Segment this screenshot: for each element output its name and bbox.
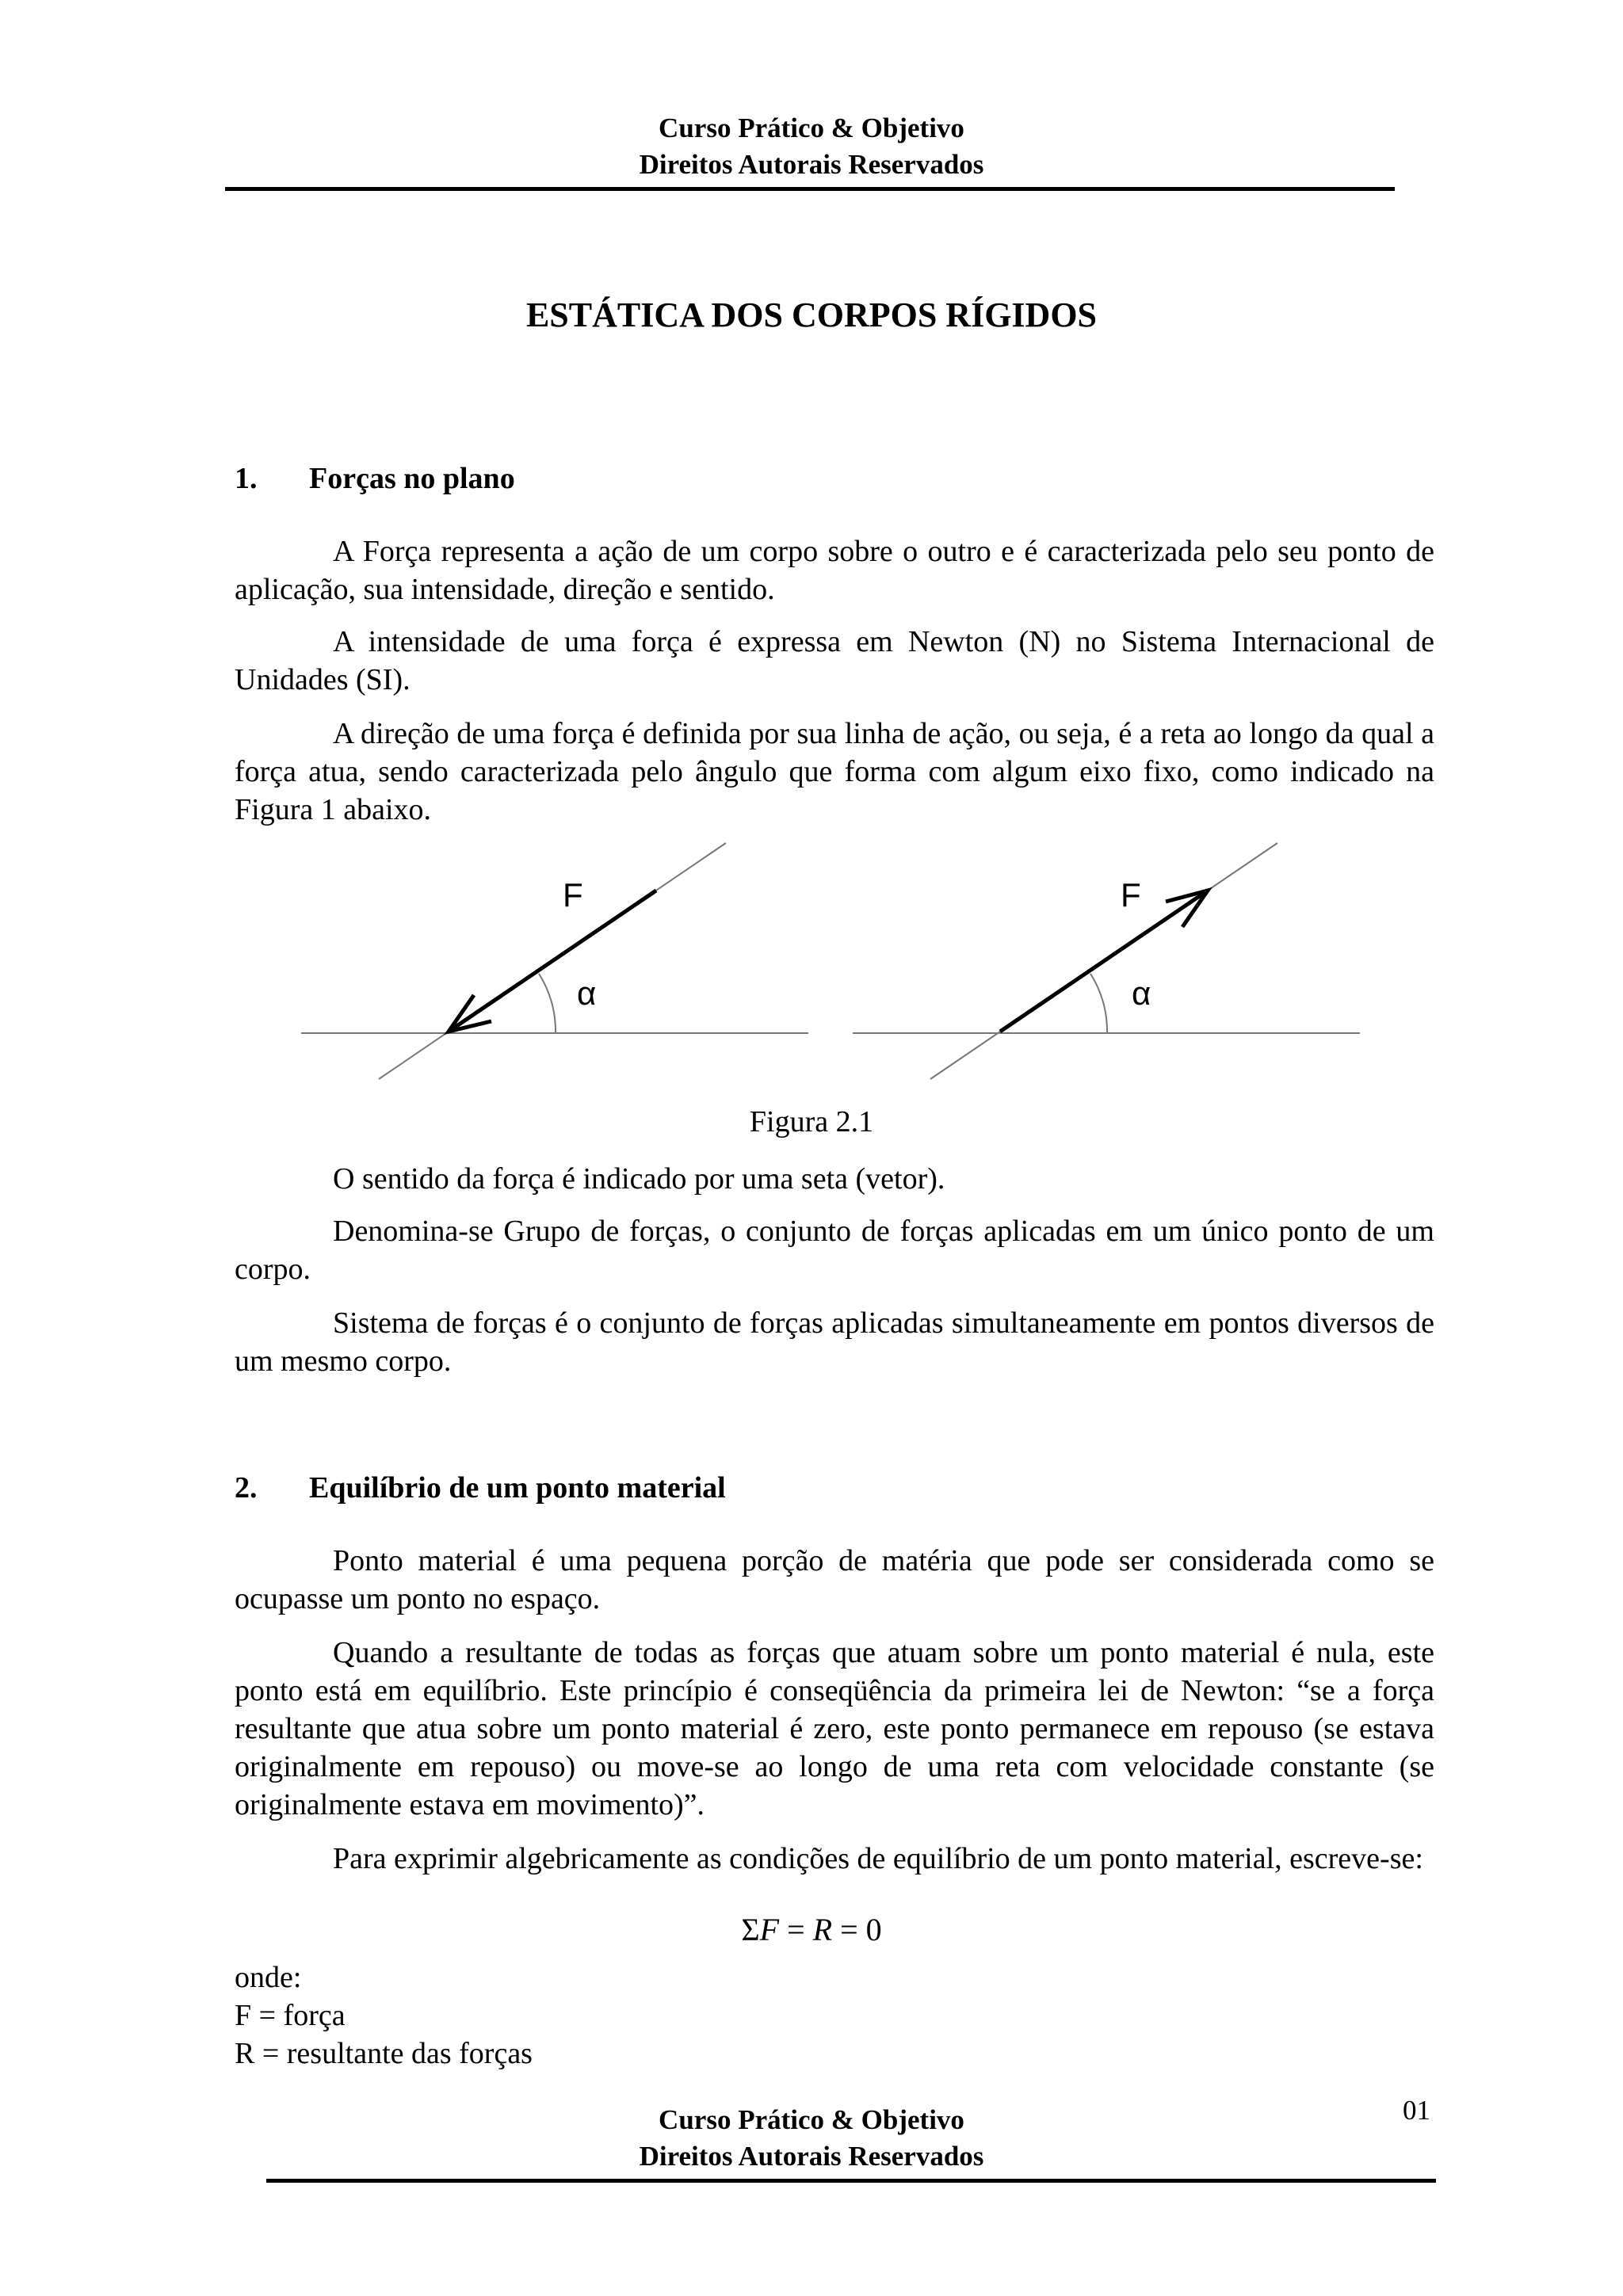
equation-equals-1: =: [779, 1912, 813, 1947]
equation-zero: 0: [865, 1912, 882, 1947]
left-angle-arc: [539, 974, 556, 1033]
section-1-number: 1.: [235, 462, 258, 495]
equation-equals-2: =: [832, 1912, 866, 1947]
section-2-heading: [235, 1469, 726, 1507]
paragraph-force-intensity: A intensidade de uma força é expressa em Newton (N) no Sistema Internacional de Unidades (SI).: [235, 625, 1434, 696]
figure-caption: Figura 2.1: [749, 1105, 874, 1138]
paragraph-material-point: Ponto material é uma pequena porção de matéria que pode ser considerada como se ocupasse um ponto no espaço.: [235, 1544, 1434, 1615]
equation-sigma: Σ: [741, 1912, 760, 1947]
definitions-intro: onde:: [235, 1961, 302, 1994]
header-copyright: Direitos Autorais Reservados: [639, 149, 984, 180]
paragraph-equilibrium-principle: Quando a resultante de todas as forças que atuam sobre um ponto material é nula, este ponto está em equilíbrio. Este princípio é conseqüência da primeira lei de Newton: “se a força resultante que atua sobre um ponto material é zero, este ponto permanece em repouso (se estava originalmente em repouso) ou move-se ao longo de uma reta com velocidade constante (se originalmente estava em movimento)”.: [235, 1636, 1434, 1821]
paragraph-force-system: Sistema de forças é o conjunto de forças aplicadas simultaneamente em pontos diversos de um mesmo corpo.: [235, 1306, 1434, 1378]
section-2-number: 2.: [235, 1471, 258, 1505]
definition-resultant: R = resultante das forças: [235, 2037, 533, 2070]
footer-copyright: Direitos Autorais Reservados: [639, 2141, 984, 2172]
right-force-vector: [1000, 891, 1208, 1032]
paragraph-force-group: Denomina-se Grupo de forças, o conjunto de forças aplicadas em um único ponto de um corpo.: [235, 1215, 1434, 1286]
equation-r: R: [812, 1912, 833, 1947]
left-force-label: F: [563, 876, 583, 913]
paragraph-equilibrium-conditions: Para exprimir algebricamente as condições de equilíbrio de um ponto material, escreve-se:: [333, 1842, 1423, 1875]
page-title: ESTÁTICA DOS CORPOS RÍGIDOS: [525, 296, 1098, 334]
paragraph-force-sense: O sentido da força é indicado por uma seta (vetor).: [333, 1162, 945, 1196]
definition-force: F = força: [235, 1999, 346, 2032]
figure-left: [301, 843, 808, 1079]
left-force-vector: [449, 891, 656, 1032]
paragraph-force-direction: A direção de uma força é definida por sua linha de ação, ou seja, é a reta ao longo da qual a força atua, sendo caracterizada pelo ângulo que forma com algum eixo fixo, como indicado na Figura 1 abaixo.: [235, 717, 1434, 826]
section-1-title: Forças no plano: [309, 462, 515, 495]
section-2-title: Equilíbrio de um ponto material: [309, 1471, 726, 1505]
figure-right: [853, 843, 1360, 1079]
header-title: Curso Prático & Objetivo: [659, 113, 964, 143]
left-angle-label: α: [577, 974, 597, 1012]
right-angle-label: α: [1132, 974, 1151, 1012]
paragraph-force-definition: A Força representa a ação de um corpo sobre o outro e é caracterizada pelo seu ponto de aplicação, sua intensidade, direção e sentido.: [235, 535, 1434, 606]
footer-rule: [266, 2179, 1436, 2183]
right-force-label: F: [1121, 876, 1141, 913]
right-angle-arc: [1090, 974, 1107, 1033]
footer-title: Curso Prático & Objetivo: [659, 2104, 964, 2135]
equation-f: F: [759, 1912, 780, 1947]
equilibrium-equation: [0, 1911, 1623, 1949]
page-number: 01: [1403, 2095, 1430, 2126]
